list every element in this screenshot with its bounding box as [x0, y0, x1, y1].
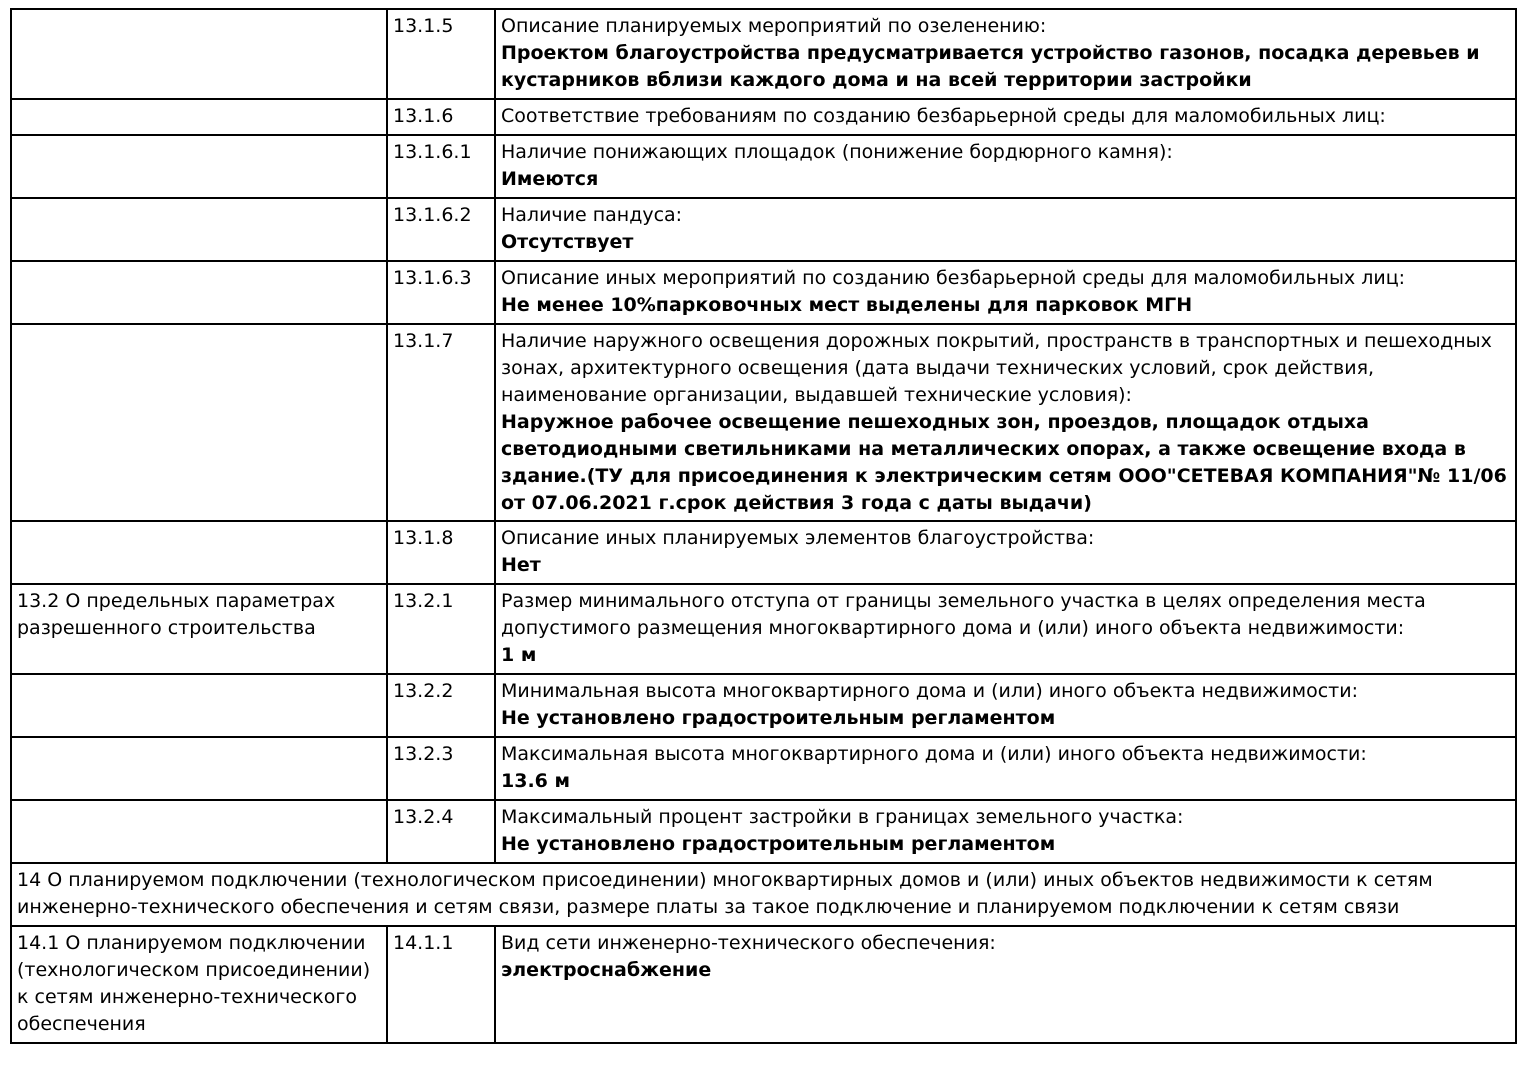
- item-number-cell: 13.2.1: [387, 584, 495, 674]
- item-label: Наличие пандуса:: [501, 203, 683, 226]
- section-14-header: 14 О планируемом подключении (технологическом присоединении) многоквартирных домов и (или) иных объектов недвижимости к сетям инженерно-технического обеспечения и сетям связи, размере платы за такое подключение и планируемом подключении к сетям связи: [11, 863, 1516, 926]
- item-number-cell: 13.2.2: [387, 674, 495, 737]
- item-label: Описание планируемых мероприятий по озеленению:: [501, 15, 1047, 37]
- item-label: Наличие понижающих площадок (понижение бордюрного камня):: [501, 140, 1173, 163]
- section-title-cell: [11, 674, 387, 737]
- table-row: [11, 198, 1516, 261]
- item-label: Вид сети инженерно-технического обеспечения:: [501, 932, 996, 955]
- item-content-cell: [495, 261, 1516, 324]
- item-value: 1 м: [501, 644, 537, 667]
- item-number-cell: 13.2.3: [387, 737, 495, 800]
- item-label: Размер минимального отступа от границы земельного участка в целях определения места допустимого размещения многоквартирного дома и (или) иного объекта недвижимости:: [501, 590, 1426, 640]
- item-content-cell: [495, 674, 1516, 737]
- item-number-cell: 13.1.6: [387, 99, 495, 135]
- section-title-cell: [11, 9, 387, 99]
- item-content-cell: [495, 926, 1516, 1043]
- item-value: Проектом благоустройства предусматривается устройство газонов, посадка деревьев и кустарников вблизи каждого дома и на всей территории застройки: [501, 41, 1480, 91]
- table-row: [11, 584, 1516, 674]
- item-content-cell: [495, 324, 1516, 522]
- item-value: Нет: [501, 554, 541, 577]
- table-row: [11, 737, 1516, 800]
- section-title-cell: [11, 800, 387, 863]
- item-value: 13.6 м: [501, 770, 571, 793]
- item-value: Имеются: [501, 167, 599, 190]
- item-number-cell: 13.1.5: [387, 9, 495, 99]
- project-declaration-table: [10, 8, 1517, 1044]
- section-title-cell: [11, 737, 387, 800]
- item-label: Описание иных планируемых элементов благоустройства:: [501, 527, 1095, 550]
- item-label: Максимальная высота многоквартирного дома и (или) иного объекта недвижимости:: [501, 743, 1367, 766]
- item-content-cell: [495, 737, 1516, 800]
- section-title-cell: 13.2 О предельных параметрах разрешенного строительства: [11, 584, 387, 674]
- item-content-cell: [495, 584, 1516, 674]
- item-number-cell: 13.1.7: [387, 324, 495, 522]
- section-title-cell: [11, 198, 387, 261]
- table-row: [11, 324, 1516, 522]
- item-content-cell: [495, 99, 1516, 135]
- table-row: [11, 261, 1516, 324]
- item-label: Максимальный процент застройки в границах земельного участка:: [501, 806, 1184, 829]
- table-row: [11, 135, 1516, 198]
- item-number-cell: 13.1.6.2: [387, 198, 495, 261]
- table-row: [11, 521, 1516, 584]
- section-title-cell: [11, 135, 387, 198]
- section-title-cell: 14.1 О планируемом подключении (технологическом присоединении) к сетям инженерно-технического обеспечения: [11, 926, 387, 1043]
- section-title-cell: [11, 99, 387, 135]
- item-content-cell: [495, 800, 1516, 863]
- item-label: Минимальная высота многоквартирного дома и (или) иного объекта недвижимости:: [501, 680, 1358, 703]
- item-label: Наличие наружного освещения дорожных покрытий, пространств в транспортных и пешеходных зонах, архитектурного освещения (дата выдачи технических условий, срок действия, наименование организации, выдавшей технические условия):: [501, 329, 1492, 406]
- table-row: [11, 800, 1516, 863]
- item-content-cell: [495, 198, 1516, 261]
- item-value: Отсутствует: [501, 230, 634, 253]
- item-number-cell: 13.1.8: [387, 521, 495, 584]
- section-title-cell: [11, 521, 387, 584]
- section-title-cell: [11, 261, 387, 324]
- table-row: [11, 926, 1516, 1043]
- item-content-cell: [495, 521, 1516, 584]
- table-row: [11, 9, 1516, 99]
- item-content-cell: [495, 135, 1516, 198]
- item-value: электроснабжение: [501, 959, 712, 982]
- item-number-cell: 14.1.1: [387, 926, 495, 1043]
- table-row: [11, 99, 1516, 135]
- item-label: Соответствие требованиям по созданию безбарьерной среды для маломобильных лиц:: [501, 104, 1386, 127]
- item-value: Не установлено градостроительным регламентом: [501, 833, 1056, 856]
- item-content-cell: [495, 9, 1516, 99]
- item-value: Не менее 10%парковочных мест выделены для парковок МГН: [501, 293, 1193, 316]
- section-title-cell: [11, 324, 387, 522]
- item-number-cell: 13.2.4: [387, 800, 495, 863]
- item-number-cell: 13.1.6.1: [387, 135, 495, 198]
- table-row: [11, 674, 1516, 737]
- item-number-cell: 13.1.6.3: [387, 261, 495, 324]
- item-label: Описание иных мероприятий по созданию безбарьерной среды для маломобильных лиц:: [501, 266, 1406, 289]
- item-value: Не установлено градостроительным регламентом: [501, 707, 1056, 730]
- table-row-section-header: [11, 863, 1516, 926]
- item-value: Наружное рабочее освещение пешеходных зон, проездов, площадок отдыха светодиодными светильниками на металлических опорах, а также освещение входа в здание.(ТУ для присоединения к электрическим сетям ООО"СЕТЕВАЯ КОМПАНИЯ"№ 11/06 от 07.06.2021 г.срок действия 3 года с даты выдачи): [501, 410, 1507, 514]
